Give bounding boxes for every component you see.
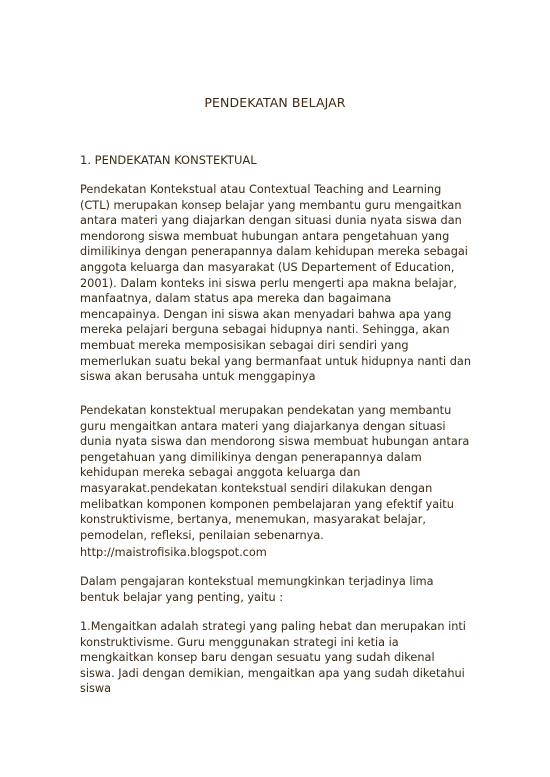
paragraph-3: Dalam pengajaran kontekstual memungkinkan terjadinya lima bentuk belajar yang penting, yaitu : (80, 575, 434, 604)
source-url[interactable]: http://maistrofisika.blogspot.com (80, 546, 267, 559)
paragraph-2: Pendekatan konstektual merupakan pendekatan yang membantu guru mengaitkan antara materi yang diajarkanya dengan situasi dunia nyata siswa dan mendorong siswa membuat hubungan antara pengetahuan yang dimilikinya dengan penerapannya dalam kehidupan mereka sebagai anggota keluarga dan masyarakat.pendekatan kontekstual sendiri dilakukan dengan melibatkan komponen komponen pembelajaran yang efektif yaitu konstruktivisme, bertanya, menemukan, masyarakat belajar, pemodelan, refleksi, penilaian sebenarnya. (80, 404, 470, 542)
page-title: PENDEKATAN BELAJAR (204, 95, 346, 110)
paragraph-4: 1.Mengaitkan adalah strategi yang paling hebat dan merupakan inti konstruktivisme. Guru menggunakan strategi ini ketia ia mengkaitkan konsep baru dengan sesuatu yang sudah dikenal siswa. Jadi dengan demikian, mengaitkan apa yang sudah diketahui siswa (80, 620, 466, 696)
section-heading: 1. PENDEKATAN KONSTEKTUAL (80, 153, 257, 167)
paragraph-1: Pendekatan Kontekstual atau Contextual Teaching and Learning (CTL) merupakan konsep belajar yang membantu guru mengaitkan antara materi yang diajarkan dengan situasi dunia nyata siswa dan mendorong siswa membuat hubungan antara pengetahuan yang dimilikinya dengan penerapannya dalam kehidupan mereka sebagai anggota keluarga dan masyarakat (US Departement of Education, 2001). Dalam konteks ini siswa perlu mengerti apa makna belajar, manfaatnya, dalam status apa mereka dan bagaimana mencapainya. Dengan ini siswa akan menyadari bahwa apa yang mereka pelajari berguna sebagai hidupnya nanti. Sehingga, akan membuat mereka memposisikan sebagai diri sendiri yang memerlukan suatu bekal yang bermanfaat untuk hidupnya nanti dan siswa akan berusaha untuk menggapinya (80, 183, 472, 384)
